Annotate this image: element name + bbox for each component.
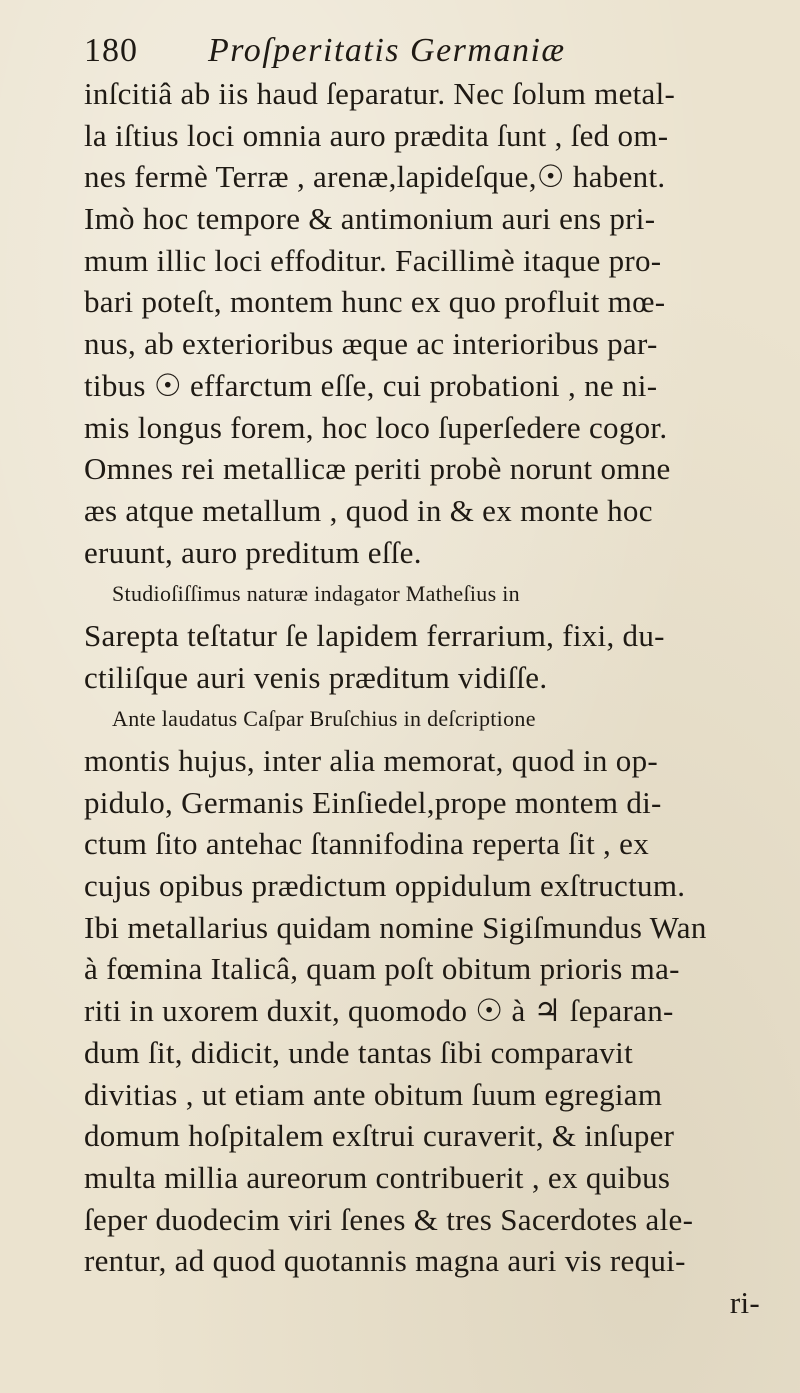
- text-line: ctum ſito antehac ſtannifodina reperta ſit , ex: [84, 826, 650, 862]
- page-header: [84, 32, 724, 76]
- body-text: [84, 73, 774, 1324]
- text-line: la iſtius loci omnia auro prædita ſunt , ſed om-: [84, 117, 669, 153]
- text-line: Ante laudatus Caſpar Bruſchius in deſcriptione: [112, 706, 536, 732]
- text-line: Studioſiſſimus naturæ indagator Matheſius in: [112, 581, 520, 607]
- text-line: ctiliſque auri venis præditum vidiſſe.: [84, 659, 548, 695]
- text-line: divitias , ut etiam ante obitum ſuum egregiam: [84, 1076, 663, 1112]
- text-line: nes fermè Terræ , arenæ,lapideſque,☉ habent.: [84, 159, 666, 195]
- text-line: Sarepta teſtatur ſe lapidem ferrarium, fixi, du-: [84, 617, 665, 653]
- text-line: riti in uxorem duxit, quomodo ☉ à ♃ ſeparan-: [84, 993, 674, 1029]
- text-line: montis hujus, inter alia memorat, quod in op-: [84, 743, 658, 778]
- text-line: inſcitiâ ab iis haud ſeparatur. Nec ſolum metal-: [84, 76, 676, 111]
- text-line: rentur, ad quod quotannis magna auri vis requi-: [84, 1243, 686, 1279]
- text-line: tibus ☉ effarctum eſſe, cui probationi , ne ni-: [84, 367, 658, 403]
- text-line: eruunt, auro preditum eſſe.: [84, 534, 422, 570]
- text-line: mum illic loci effoditur. Facillimè itaque pro-: [84, 242, 662, 278]
- text-line: Ibi metallarius quidam nomine Sigiſmundus Wan: [84, 909, 707, 945]
- text-line: cujus opibus prædictum oppidulum exſtructum.: [84, 868, 686, 904]
- text-line: Omnes rei metallicæ periti probè norunt omne: [84, 451, 671, 487]
- catchword: ri-: [729, 1284, 760, 1320]
- running-title: Proſperitatis Germaniæ: [208, 32, 566, 69]
- text-line: ſeper duodecim viri ſenes & tres Sacerdotes ale-: [84, 1201, 694, 1237]
- text-line: dum ſit, didicit, unde tantas ſibi comparavit: [84, 1034, 634, 1070]
- text-line: pidulo, Germanis Einſiedel,prope montem di-: [84, 784, 662, 820]
- text-line: à fœmina Italicâ, quam poſt obitum prioris ma-: [84, 951, 680, 987]
- page-number: 180: [84, 32, 138, 69]
- text-line: Imò hoc tempore & antimonium auri ens pri-: [84, 201, 656, 237]
- text-line: nus, ab exterioribus æque ac interioribus par-: [84, 326, 658, 362]
- text-line: bari poteſt, montem hunc ex quo profluit mœ-: [84, 284, 666, 320]
- text-line: domum hoſpitalem exſtrui curaverit, & inſuper: [84, 1118, 675, 1154]
- text-line: mis longus forem, hoc loco ſuperſedere cogor.: [84, 409, 668, 445]
- text-line: æs atque metallum , quod in & ex monte hoc: [84, 492, 653, 528]
- text-line: multa millia aureorum contribuerit , ex quibus: [84, 1159, 671, 1195]
